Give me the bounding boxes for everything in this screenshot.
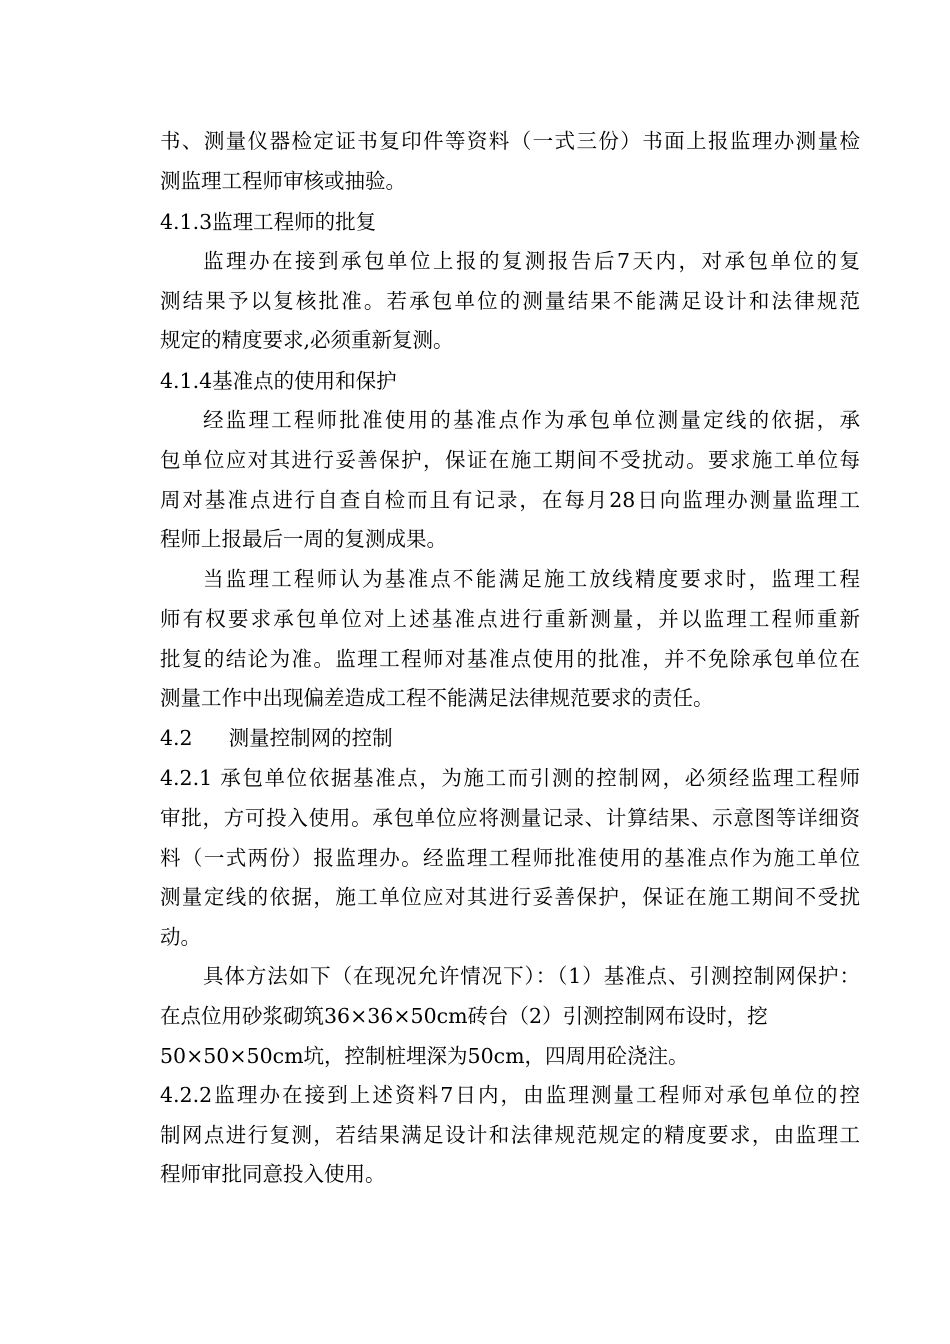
body-text-line: 料（一式两份）报监理办。经监理工程师批准使用的基准点作为施工单位 bbox=[160, 846, 860, 870]
section-paragraph-4-2-2: 4.2.2监理办在接到上述资料7日内，由监理测量工程师对承包单位的控 bbox=[160, 1083, 860, 1107]
body-text-line: 当监理工程师认为基准点不能满足施工放线精度要求时，监理工程 bbox=[203, 567, 860, 591]
body-text-line: 批复的结论为准。监理工程师对基准点使用的批准，并不免除承包单位在 bbox=[160, 647, 860, 671]
body-text-line: 50×50×50cm坑，控制桩埋深为50cm，四周用砼浇注。 bbox=[160, 1044, 689, 1068]
section-number: 4.2 bbox=[160, 726, 193, 750]
body-text-line: 在点位用砂浆砌筑36×36×50cm砖台（2）引测控制网布设时，挖 bbox=[160, 1004, 768, 1028]
body-text-line: 测监理工程师审核或抽验。 bbox=[160, 169, 406, 193]
body-text-line: 师有权要求承包单位对上述基准点进行重新测量，并以监理工程师重新 bbox=[160, 607, 860, 631]
section-heading-4-1-4: 4.1.4基准点的使用和保护 bbox=[160, 369, 397, 393]
body-text-line: 程师审批同意投入使用。 bbox=[160, 1162, 386, 1186]
body-text-line: 4.2.1 承包单位依据基准点，为施工而引测的控制网，必须经监理工程师 bbox=[160, 766, 860, 790]
body-text-line: 具体方法如下（在现况允许情况下）：（1）基准点、引测控制网保护： bbox=[203, 964, 860, 988]
section-heading-4-2 bbox=[160, 724, 860, 752]
body-text-line: 测量定线的依据，施工单位应对其进行妥善保护，保证在施工期间不受扰 bbox=[160, 885, 860, 909]
body-text-line: 包单位应对其进行妥善保护，保证在施工期间不受扰动。要求施工单位每 bbox=[160, 448, 860, 472]
body-text-line: 测量工作中出现偏差造成工程不能满足法律规范要求的责任。 bbox=[160, 686, 714, 710]
body-text-line: 审批，方可投入使用。承包单位应将测量记录、计算结果、示意图等详细资 bbox=[160, 806, 860, 830]
body-text-line: 书、测量仪器检定证书复印件等资料（一式三份）书面上报监理办测量检 bbox=[160, 129, 860, 153]
body-text-line: 规定的精度要求,必须重新复测。 bbox=[160, 328, 454, 352]
body-text-line: 监理办在接到承包单位上报的复测报告后7天内，对承包单位的复 bbox=[203, 249, 860, 273]
body-text-line: 制网点进行复测，若结果满足设计和法律规范规定的精度要求，由监理工 bbox=[160, 1123, 860, 1147]
body-text-line: 经监理工程师批准使用的基准点作为承包单位测量定线的依据，承 bbox=[203, 408, 860, 432]
body-text-line: 周对基准点进行自查自检而且有记录，在每月28日向监理办测量监理工 bbox=[160, 488, 860, 512]
section-title: 测量控制网的控制 bbox=[228, 726, 393, 750]
body-text-line: 动。 bbox=[160, 925, 201, 949]
section-heading-4-1-3: 4.1.3监理工程师的批复 bbox=[160, 210, 377, 234]
body-text-line: 程师上报最后一周的复测成果。 bbox=[160, 527, 447, 551]
body-text-line: 测结果予以复核批准。若承包单位的测量结果不能满足设计和法律规范 bbox=[160, 289, 860, 313]
